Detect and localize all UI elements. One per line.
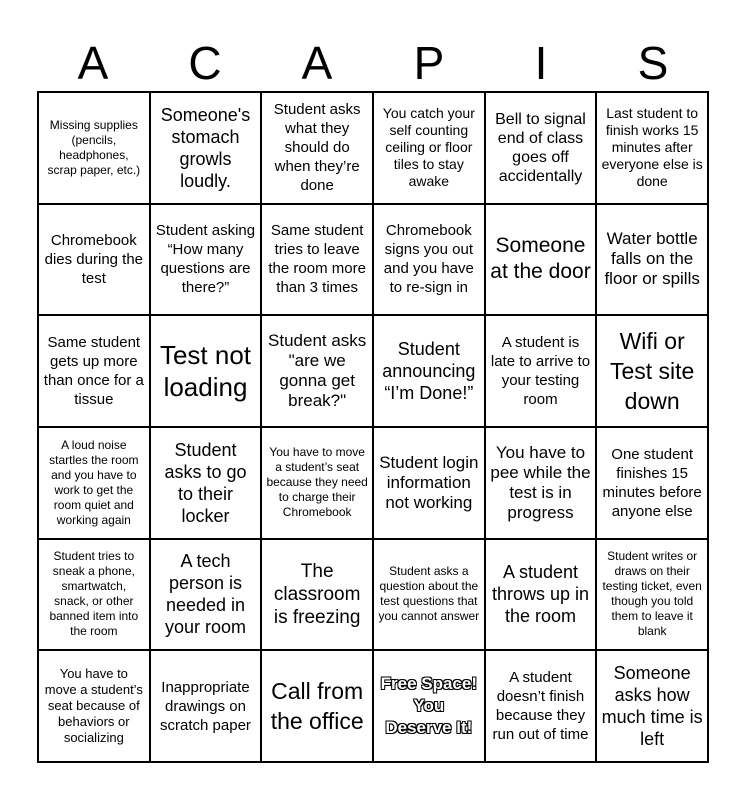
header-letter: A — [301, 37, 333, 89]
cell-text: Student asks to go to their locker — [164, 439, 247, 526]
bingo-cell[interactable] — [596, 427, 708, 539]
header-letter: A — [77, 37, 109, 89]
header-letter: P — [413, 37, 445, 89]
bingo-cell[interactable] — [261, 204, 373, 316]
cell-text: Missing supplies (pencils, headphones, scrap paper, etc.) — [47, 117, 141, 177]
bingo-cell[interactable] — [485, 204, 597, 316]
cell-text: You have to move a student’s seat because they need to charge their Chromebook — [266, 445, 368, 520]
cell-text: Student writes or draws on their testing ticket, even though you told them to leave it blank — [602, 549, 702, 639]
cell-text: You have to pee while the test is in progress — [490, 442, 591, 522]
cell-text: Student asks a question about the test questions that you cannot answer — [378, 564, 480, 624]
bingo-cell[interactable] — [261, 650, 373, 762]
bingo-cell[interactable] — [596, 204, 708, 316]
bingo-cell[interactable] — [150, 204, 262, 316]
bingo-cell[interactable] — [596, 92, 708, 204]
bingo-cell[interactable] — [596, 650, 708, 762]
bingo-cell[interactable] — [485, 539, 597, 651]
cell-text: Inappropriate drawings on scratch paper — [160, 678, 251, 734]
bingo-cell[interactable] — [38, 539, 150, 651]
cell-text: The classroom is freezing — [273, 560, 361, 628]
bingo-cell[interactable] — [150, 650, 262, 762]
cell-text: Test not loading — [159, 340, 252, 403]
cell-text: Call from the office — [270, 678, 364, 735]
cell-text: You catch your self counting ceiling or floor tiles to stay awake — [382, 105, 475, 190]
header-letter: C — [188, 37, 222, 89]
bingo-cell[interactable] — [38, 315, 150, 427]
bingo-cell[interactable] — [596, 315, 708, 427]
cell-text: Last student to finish works 15 minutes after everyone else is done — [601, 105, 703, 190]
free-space-cell[interactable] — [373, 650, 485, 762]
bingo-cell[interactable] — [150, 315, 262, 427]
header-letter: I — [534, 37, 548, 89]
bingo-cell[interactable] — [38, 650, 150, 762]
bingo-cell[interactable] — [485, 427, 597, 539]
cell-text: Water bottle falls on the floor or spills — [604, 229, 700, 289]
cell-text: A student doesn’t finish because they run out of time — [492, 669, 589, 744]
bingo-cell[interactable] — [150, 539, 262, 651]
cell-text: You have to move a student’s seat because of behaviors or socializing — [44, 666, 143, 746]
bingo-cell[interactable] — [261, 92, 373, 204]
cell-text: Student announcing “I’m Done!” — [382, 339, 476, 404]
bingo-cell[interactable] — [373, 315, 485, 427]
cell-text: Student asks what they should do when they’re done — [273, 101, 361, 195]
bingo-cell[interactable] — [485, 315, 597, 427]
free-space-text: Free Space! You Deserve It! — [380, 674, 478, 738]
header-letter: S — [637, 37, 669, 89]
cell-text: Same student tries to leave the room more than 3 times — [268, 222, 366, 297]
cell-text: Someone at the door — [490, 234, 591, 284]
bingo-cell[interactable] — [261, 315, 373, 427]
bingo-cell[interactable] — [485, 650, 597, 762]
cell-text: One student finishes 15 minutes before anyone else — [602, 445, 702, 520]
bingo-board — [37, 91, 709, 763]
cell-text: A loud noise startles the room and you have to work to get the room quiet and working again — [49, 437, 139, 527]
cell-text: A student throws up in the room — [491, 562, 590, 627]
bingo-cell[interactable] — [485, 92, 597, 204]
bingo-header — [37, 38, 709, 88]
bingo-cell[interactable] — [261, 539, 373, 651]
bingo-cell[interactable] — [38, 204, 150, 316]
bingo-cell[interactable] — [373, 539, 485, 651]
bingo-cell[interactable] — [261, 427, 373, 539]
cell-text: A tech person is needed in your room — [164, 551, 246, 638]
cell-text: Student asking “How many questions are there?” — [155, 222, 256, 297]
bingo-cell[interactable] — [373, 92, 485, 204]
cell-text: Bell to signal end of class goes off accidentally — [495, 110, 586, 185]
cell-text: Student tries to sneak a phone, smartwatch, snack, or other banned item into the room — [49, 549, 139, 639]
cell-text: Someone's stomach growls loudly. — [160, 104, 251, 191]
cell-text: Student asks "are we gonna get break?" — [268, 331, 367, 411]
bingo-cell[interactable] — [373, 204, 485, 316]
cell-text: A student is late to arrive to your testing room — [490, 334, 591, 409]
bingo-cell[interactable] — [38, 427, 150, 539]
cell-text: Wifi or Test site down — [609, 328, 695, 415]
bingo-cell[interactable] — [373, 427, 485, 539]
cell-text: Chromebook dies during the test — [44, 231, 144, 287]
bingo-cell[interactable] — [596, 539, 708, 651]
cell-text: Chromebook signs you out and you have to re-sign in — [383, 222, 474, 297]
cell-text: Same student gets up more than once for a tissue — [43, 334, 144, 409]
bingo-cell[interactable] — [150, 92, 262, 204]
cell-text: Someone asks how much time is left — [601, 663, 703, 750]
cell-text: Student login information not working — [379, 452, 479, 512]
bingo-cell[interactable] — [150, 427, 262, 539]
bingo-cell[interactable] — [38, 92, 150, 204]
